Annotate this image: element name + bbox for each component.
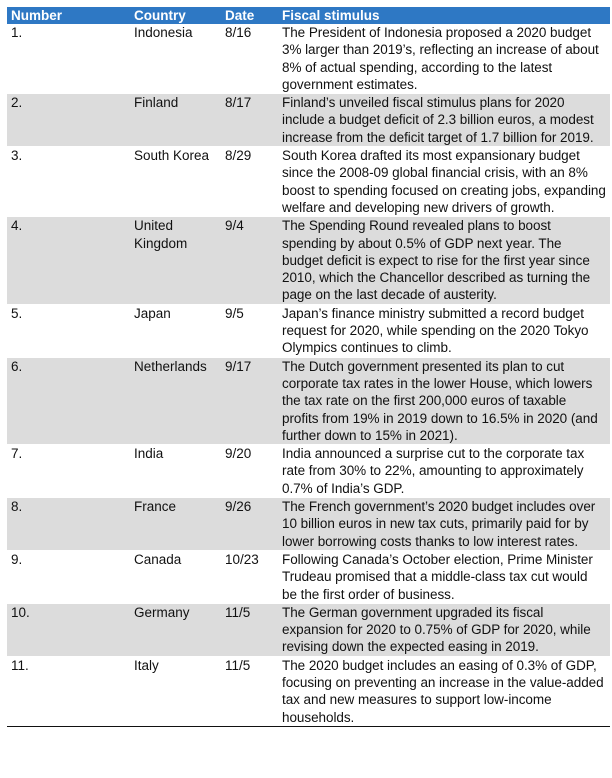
- row-date: 9/20: [225, 446, 252, 462]
- row-country: Finland: [130, 94, 221, 147]
- row-number: 1.: [11, 25, 23, 40]
- row-number: 5.: [11, 305, 23, 321]
- table-row: [7, 357, 610, 444]
- row-date: 11/5: [225, 657, 251, 673]
- row-country: Canada: [134, 551, 182, 567]
- row-stimulus-text: The Spending Round revealed plans to boost spending by about 0.5% of GDP next year. The budget deficit is expect to rise for the first year since 2010, which the Chancellor described as turning the page on the last decade of austerity.: [278, 217, 610, 304]
- header-fiscal-stimulus: Fiscal stimulus: [278, 7, 610, 24]
- row-stimulus-text: India announced a surprise cut to the corporate tax rate from 30% to 22%, amounting to approximately 0.7% of India’s GDP.: [282, 446, 585, 496]
- header-country: Country: [130, 7, 221, 24]
- header-row: [7, 7, 610, 24]
- table-row: [7, 656, 610, 726]
- row-date: 9/4: [221, 217, 278, 304]
- table-row: [7, 445, 610, 498]
- row-date: 11/5: [221, 603, 278, 656]
- row-number: 8.: [7, 498, 130, 551]
- row-stimulus-text: The 2020 budget includes an easing of 0.3% of GDP, focusing on preventing an increase in the value-added tax and new measures to support low-income households.: [282, 657, 604, 725]
- row-date: 9/17: [221, 357, 278, 444]
- table-row: [7, 304, 610, 357]
- row-country: Japan: [134, 305, 171, 321]
- table-row: [7, 603, 610, 656]
- table-row: [7, 147, 610, 217]
- row-number: 11.: [11, 657, 29, 673]
- row-stimulus-text: South Korea drafted its most expansionary budget since the 2008-09 global financial crisis, with an 8% boost to spending focused on creating jobs, expanding welfare and developing new drivers of growth.: [282, 148, 606, 215]
- row-date: 9/5: [225, 305, 244, 321]
- header-date: Date: [221, 7, 278, 24]
- row-date: 10/23: [225, 551, 259, 567]
- table-row: [7, 24, 610, 94]
- table-header: [7, 7, 610, 24]
- row-country: India: [134, 446, 164, 462]
- row-stimulus-text: The President of Indonesia proposed a 2020 budget 3% larger than 2019’s, reflecting an increase of about 8% of actual spending, according to the latest government estimates.: [282, 25, 599, 92]
- row-stimulus-text: Following Canada’s October election, Prime Minister Trudeau promised that a middle-class tax cut would be the first order of business.: [282, 551, 593, 602]
- row-number: 7.: [11, 446, 23, 462]
- row-country: France: [130, 498, 221, 551]
- row-number: 9.: [11, 551, 23, 567]
- row-number: 4.: [7, 217, 130, 304]
- row-country: Germany: [130, 603, 221, 656]
- row-stimulus-text: Japan’s finance ministry submitted a record budget request for 2020, while spending on the 2020 Tokyo Olympics continues to climb.: [282, 305, 589, 356]
- row-country: Indonesia: [134, 25, 193, 40]
- table-row: [7, 94, 610, 147]
- table-row: [7, 217, 610, 304]
- row-stimulus-text: The Dutch government presented its plan to cut corporate tax rates in the lower House, which lowers the tax rate on the first 200,000 euros of taxable profits from 19% in 2019 down to 16.5% in 2020 (and further down to 15% in 2021).: [278, 357, 610, 444]
- row-stimulus-text: Finland’s unveiled fiscal stimulus plans for 2020 include a budget deficit of 2.3 billion euros, a modest increase from the deficit target of 1.7 billion for 2019.: [278, 94, 610, 147]
- row-date: 9/26: [221, 498, 278, 551]
- table-row: [7, 498, 610, 551]
- table-row: [7, 550, 610, 603]
- row-country: South Korea: [134, 148, 210, 164]
- row-number: 3.: [11, 148, 23, 164]
- table-body: [7, 24, 610, 726]
- header-number: Number: [7, 7, 130, 24]
- row-number: 10.: [7, 603, 130, 656]
- row-country: Italy: [134, 657, 159, 673]
- row-country: United Kingdom: [130, 217, 221, 304]
- row-date: 8/17: [221, 94, 278, 147]
- row-number: 2.: [7, 94, 130, 147]
- row-date: 8/16: [225, 25, 252, 40]
- row-number: 6.: [7, 357, 130, 444]
- row-stimulus-text: The German government upgraded its fiscal expansion for 2020 to 0.75% of GDP for 2020, while revising down the expected easing in 2019.: [278, 603, 610, 656]
- fiscal-stimulus-table: [7, 7, 610, 727]
- row-stimulus-text: The French government’s 2020 budget includes over 10 billion euros in new tax cuts, primarily paid for by lower borrowing costs thanks to low interest rates.: [278, 498, 610, 551]
- row-country: Netherlands: [130, 357, 221, 444]
- row-date: 8/29: [225, 148, 252, 164]
